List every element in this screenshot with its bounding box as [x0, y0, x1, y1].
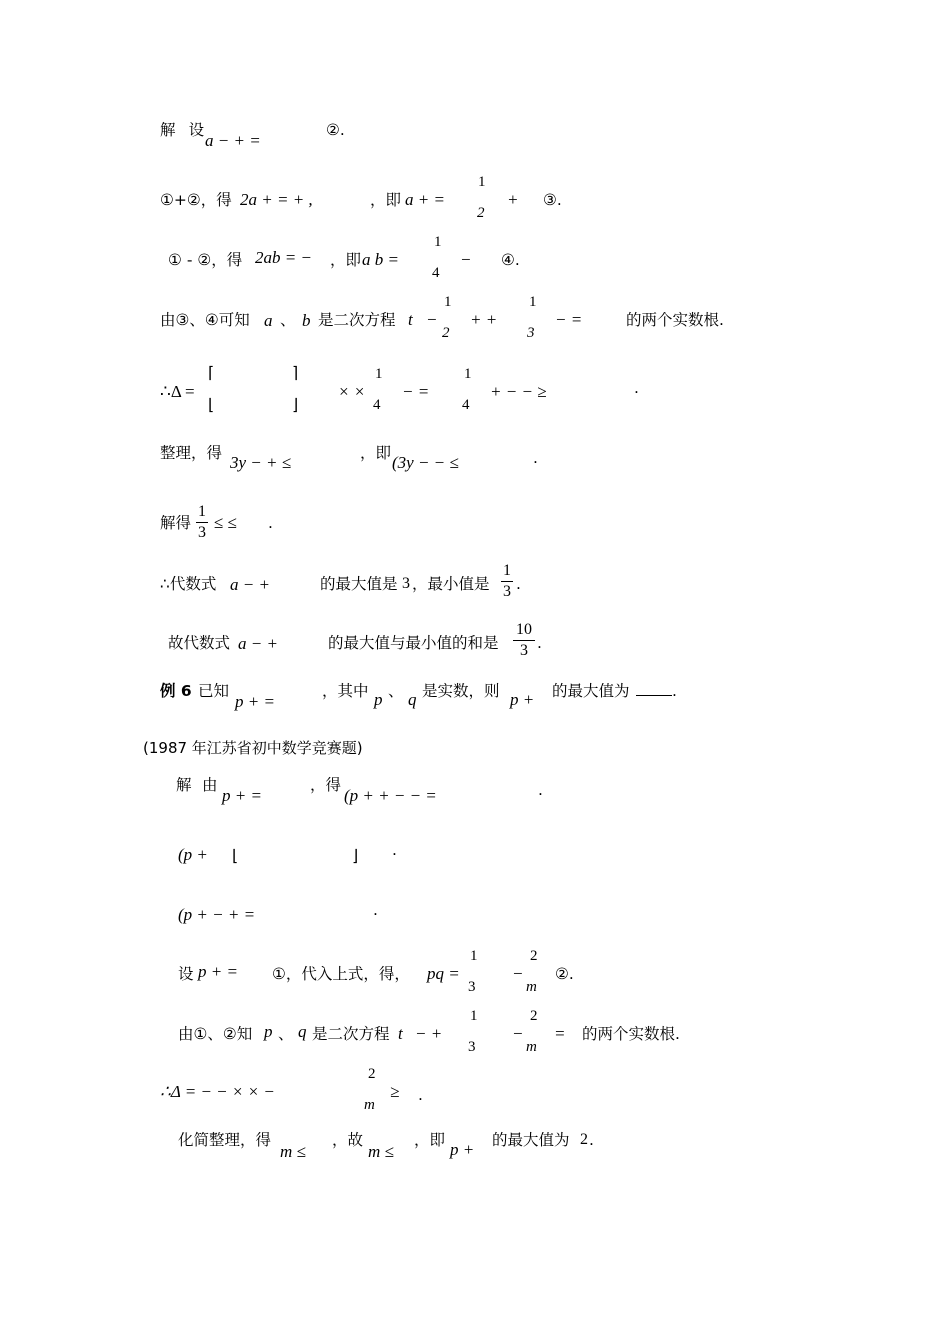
line-12-you: 由	[202, 776, 218, 794]
line-4-sep: 、	[280, 311, 296, 329]
line-5-head: ∴Δ =	[160, 382, 195, 401]
line-7-tail: .	[268, 514, 273, 532]
line-18-m2: m ≤	[368, 1142, 394, 1161]
line-5-m1: × ×	[338, 382, 366, 401]
line-15-tail: ②.	[555, 965, 574, 983]
line-3-den: 4	[432, 265, 440, 281]
line-16-q: q	[298, 1022, 307, 1041]
line-7-head: 解得	[160, 514, 192, 532]
fraction-bar	[196, 522, 208, 523]
line-9-mid: 的最大值与最小值的和是	[328, 634, 499, 652]
line-4-b: b	[302, 311, 311, 330]
line-3-head: ① - ②，得	[168, 251, 243, 269]
line-2-math1: 2a + = + ,	[240, 190, 313, 209]
right-bracket-top: ⌉	[292, 363, 299, 382]
example-6-label: 例 6	[160, 682, 192, 700]
line-16-sep: 、	[278, 1025, 294, 1043]
line-3-ji: ，即	[330, 251, 362, 269]
line-10-end: .	[672, 682, 677, 700]
line-15-m2: pq =	[427, 964, 460, 983]
line-10-mid: ，其中	[322, 682, 369, 700]
line-12-tail: .	[538, 781, 543, 799]
line-8-frac	[501, 562, 513, 601]
line-17-tail: .	[418, 1086, 423, 1104]
jie-label: 解	[160, 121, 176, 139]
line-15-num2: 2	[530, 948, 538, 964]
fraction-bar	[513, 640, 535, 641]
line-1-tail: ②.	[326, 121, 345, 139]
left-bracket: ⌊	[232, 846, 239, 865]
line-7-m1: ≤ ≤	[214, 513, 237, 532]
line-17-den: m	[364, 1097, 375, 1113]
line-13-tail: .	[392, 841, 397, 859]
line-2-head: ①+②，得	[160, 191, 232, 209]
line-14-tail: .	[373, 901, 378, 919]
line-15-den2: m	[526, 979, 537, 995]
line-12-jie: 解	[176, 776, 192, 794]
line-16-t: t	[398, 1024, 403, 1043]
line-16-num: 1	[470, 1008, 478, 1024]
line-6-ji: ，即	[360, 444, 392, 462]
line-2-math3: +	[507, 190, 519, 209]
line-4-head: 由③、④可知	[160, 311, 250, 329]
line-8-mid2: ，最小值是	[412, 575, 490, 593]
line-18-tail: 的最大值为	[492, 1131, 570, 1149]
line-16-den2: m	[526, 1039, 537, 1055]
line-17-num: 2	[368, 1066, 376, 1082]
line-4-den-a: 2	[442, 325, 450, 341]
line-6-m2: (3y − − ≤	[392, 453, 459, 472]
line-15-den: 3	[468, 979, 476, 995]
line-2-tail: ③.	[543, 191, 562, 209]
line-5-m3: + − − ≥	[490, 382, 547, 401]
line-7-frac	[196, 503, 208, 542]
line-10-head: 已知	[198, 682, 230, 700]
line-16-num2: 2	[530, 1008, 538, 1024]
line-6-head: 整理，得	[160, 444, 223, 462]
line-18-end: .	[589, 1131, 594, 1149]
line-8-den: 3	[503, 583, 511, 600]
line-16-you: 由①、②知	[178, 1025, 253, 1043]
line-16-m1: − +	[415, 1024, 443, 1043]
line-10-mid2: 是实数，则	[422, 682, 500, 700]
line-4-tail: 的两个实数根.	[626, 311, 724, 329]
line-1	[160, 120, 204, 140]
line-2-ji: ，即	[370, 191, 402, 209]
right-bracket-bot: ⌋	[292, 395, 299, 414]
line-16-tail: 的两个实数根.	[582, 1025, 680, 1043]
line-8-num: 1	[503, 562, 511, 579]
line-7-den: 3	[198, 524, 206, 541]
line-10-tail: 的最大值为	[552, 682, 630, 700]
line-18-v: 2	[580, 1131, 588, 1148]
line-9-head: 故代数式	[168, 634, 231, 652]
line-10-p: p	[374, 690, 383, 709]
line-9-num: 10	[516, 621, 532, 638]
line-4-m1: −	[426, 310, 438, 329]
line-4-t: t	[408, 310, 413, 329]
line-16-m3: =	[554, 1024, 566, 1043]
line-16-m2: −	[512, 1024, 524, 1043]
line-9-m1: a − +	[238, 634, 278, 653]
she-label: 设	[188, 121, 205, 139]
line-3-math2: a b =	[362, 250, 399, 269]
line-5-num-b: 1	[464, 366, 472, 382]
line-10-m2: p +	[510, 690, 535, 709]
line-12-m2: (p + + − − =	[344, 786, 437, 805]
line-8-m1: a − +	[230, 575, 270, 594]
line-5-m2: − =	[402, 382, 430, 401]
line-9-tail: .	[537, 634, 542, 652]
line-1-math: a − + =	[205, 131, 261, 150]
line-2-num: 1	[478, 174, 486, 190]
line-10-sep: 、	[388, 682, 404, 700]
line-8-mid: 的最大值是	[320, 575, 398, 593]
line-18-m1: m ≤	[280, 1142, 306, 1161]
line-15-num: 1	[470, 948, 478, 964]
line-4-mid: 是二次方程	[318, 311, 396, 329]
line-16-mid: 是二次方程	[312, 1025, 390, 1043]
line-18-head: 化简整理，得	[178, 1131, 272, 1149]
left-bracket-bot: ⌊	[208, 395, 215, 414]
line-4-den-b: 3	[527, 325, 535, 341]
line-5-den-b: 4	[462, 397, 470, 413]
source-note: (1987 年江苏省初中数学竞赛题)	[143, 739, 363, 757]
line-9-den: 3	[520, 642, 528, 659]
line-18-gu: ，故	[332, 1131, 364, 1149]
line-17-head: ∴Δ = − − × × −	[160, 1082, 275, 1101]
line-4-num-a: 1	[444, 294, 452, 310]
line-2-den: 2	[477, 205, 485, 221]
line-14-m1: (p + − + =	[178, 905, 256, 924]
line-15-m3: −	[512, 964, 524, 983]
line-4-a: a	[264, 311, 273, 330]
line-3-math1: 2ab = −	[255, 248, 312, 267]
line-4-num-b: 1	[529, 294, 537, 310]
line-15-she: 设	[178, 965, 194, 983]
line-16-p: p	[264, 1022, 273, 1041]
line-3-num: 1	[434, 234, 442, 250]
line-2-math2: a + =	[405, 190, 445, 209]
line-10-m1: p + =	[235, 692, 275, 711]
line-10-q: q	[408, 690, 417, 709]
line-15-mid: ①，代入上式，得，	[272, 965, 410, 983]
line-6-m1: 3y − + ≤	[230, 453, 292, 472]
line-16-den: 3	[468, 1039, 476, 1055]
line-5-num-a: 1	[375, 366, 383, 382]
line-4-m2: + +	[470, 310, 498, 329]
left-bracket-top: ⌈	[208, 363, 215, 382]
line-5-tail: .	[634, 379, 639, 397]
answer-blank	[636, 681, 672, 701]
line-18-m3: p +	[450, 1140, 475, 1159]
line-17-m2: ≥	[390, 1082, 400, 1101]
line-18-ji: ，即	[414, 1131, 446, 1149]
line-7-num: 1	[198, 503, 206, 520]
line-8-head: ∴代数式	[160, 575, 217, 593]
line-12-m1: p + =	[222, 786, 262, 805]
line-8-tail: .	[516, 575, 521, 593]
line-5-den-a: 4	[373, 397, 381, 413]
line-13-m1: (p +	[178, 845, 208, 864]
line-8-v: 3	[402, 575, 410, 592]
line-15-m1: p + =	[198, 962, 238, 981]
line-4-m3: − =	[555, 310, 583, 329]
right-bracket: ⌋	[352, 846, 359, 865]
fraction-bar	[501, 581, 513, 582]
line-6-tail: .	[533, 449, 538, 467]
line-9-frac	[513, 621, 535, 660]
line-12-de: ，得	[310, 776, 342, 794]
line-3-tail: ④.	[501, 251, 520, 269]
line-3-math3: −	[460, 250, 472, 269]
